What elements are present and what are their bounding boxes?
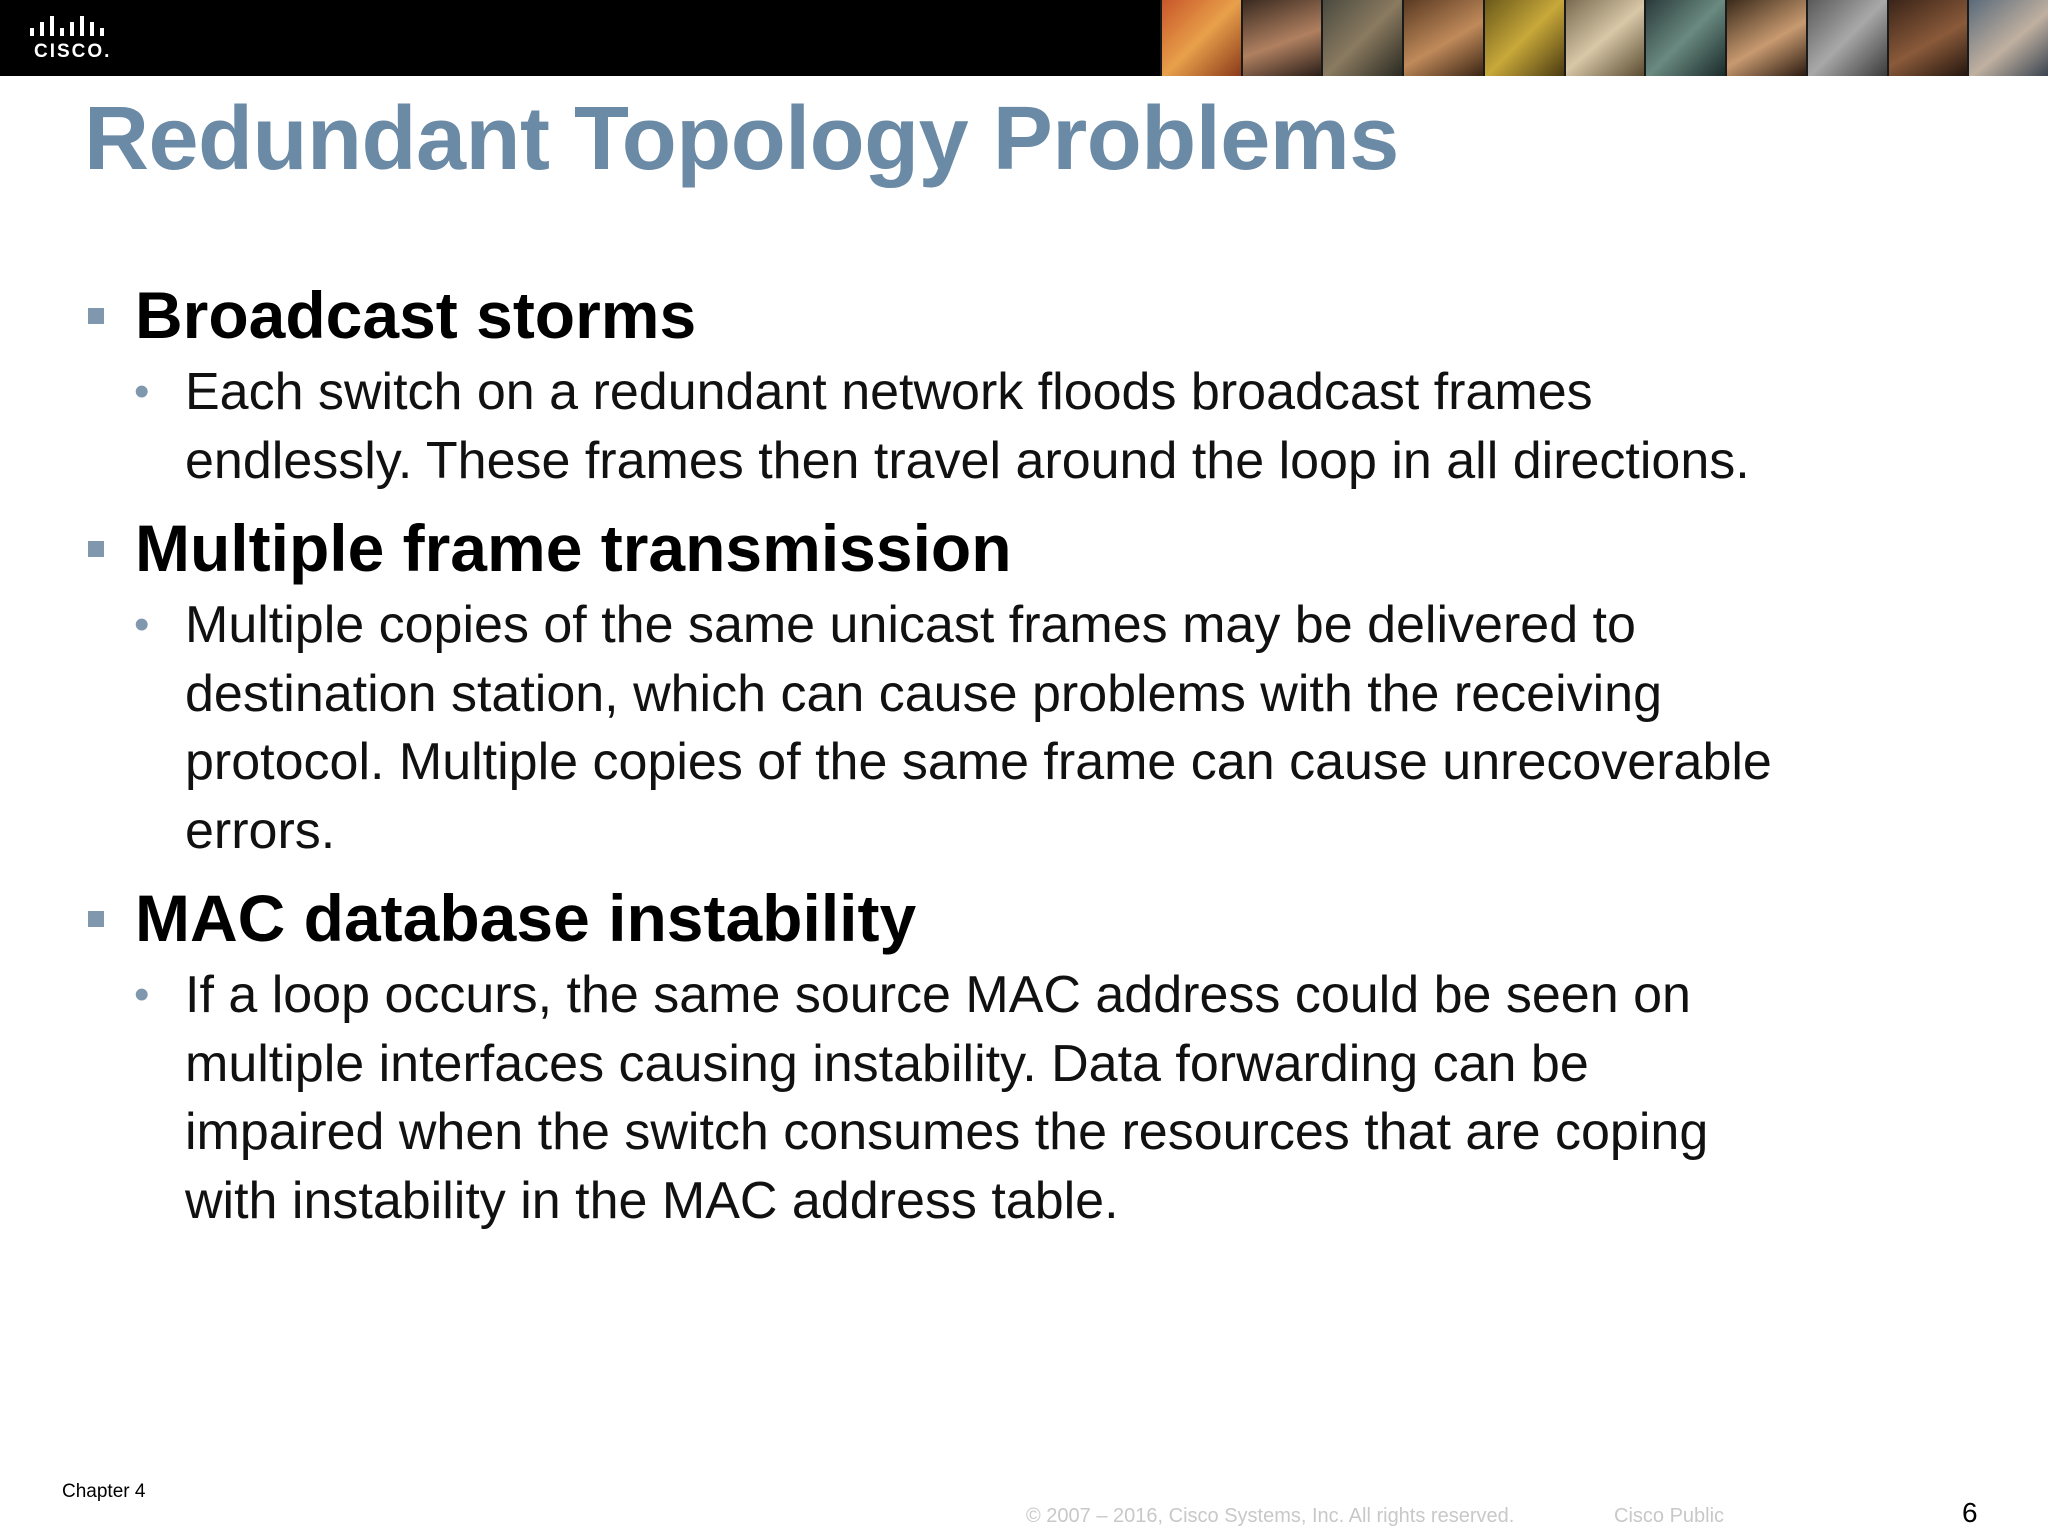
section-heading xyxy=(84,507,1984,589)
body-line: protocol. Multiple copies of the same frame can cause unrecoverable xyxy=(185,733,1772,791)
body-line: Multiple copies of the same unicast frames may be delivered to xyxy=(185,596,1636,654)
square-bullet-icon xyxy=(88,308,104,324)
body-line: endlessly. These frames then travel around the loop in all directions. xyxy=(185,431,1750,490)
header-photo xyxy=(1806,0,1887,76)
copyright-notice: © 2007 – 2016, Cisco Systems, Inc. All rights reserved. xyxy=(1026,1505,1515,1527)
section-heading xyxy=(84,274,1984,356)
page-number: 6 xyxy=(1962,1497,1978,1528)
header-photo-strip xyxy=(1160,0,2048,76)
section-body xyxy=(84,961,2005,1235)
section-broadcast-storms xyxy=(84,274,1984,495)
cisco-logo-icon xyxy=(28,14,118,64)
header-photo xyxy=(1887,0,1968,76)
body-line: destination station, which can cause problems with the receiving xyxy=(185,664,1663,723)
section-body xyxy=(84,358,2005,495)
header-photo xyxy=(1967,0,2048,76)
dot-bullet-icon: • xyxy=(134,970,150,1019)
body-line: impaired when the switch consumes the resources that are coping xyxy=(185,1103,1709,1161)
header-photo xyxy=(1402,0,1483,76)
header-photo xyxy=(1483,0,1564,76)
slide-content xyxy=(84,274,1984,1247)
square-bullet-icon xyxy=(88,911,104,927)
logo-bars-icon xyxy=(28,16,114,38)
header-photo xyxy=(1321,0,1402,76)
dot-bullet-icon: • xyxy=(134,600,150,649)
section-heading-text: Broadcast storms xyxy=(135,278,697,352)
section-heading-text: Multiple frame transmission xyxy=(135,511,1012,585)
logo-text: CISCO. xyxy=(34,41,112,62)
slide-title: Redundant Topology Problems xyxy=(84,89,1399,189)
header-banner xyxy=(0,0,2048,76)
header-photo xyxy=(1160,0,1241,76)
header-photo xyxy=(1241,0,1322,76)
section-heading xyxy=(84,877,1984,959)
section-body xyxy=(84,591,2005,865)
body-line: with instability in the MAC address table. xyxy=(185,1171,1119,1230)
header-photo xyxy=(1725,0,1806,76)
section-multiple-frame-transmission xyxy=(84,507,1984,865)
header-photo xyxy=(1644,0,1725,76)
body-line: Each switch on a redundant network floods broadcast frames xyxy=(185,363,1593,421)
body-line: If a loop occurs, the same source MAC address could be seen on xyxy=(185,966,1691,1024)
section-heading-text: MAC database instability xyxy=(135,881,917,955)
body-line: errors. xyxy=(185,801,336,860)
body-line: multiple interfaces causing instability. Data forwarding can be xyxy=(185,1034,1589,1093)
section-mac-database-instability xyxy=(84,877,1984,1235)
dot-bullet-icon: • xyxy=(134,367,150,416)
square-bullet-icon xyxy=(88,541,104,557)
classification-label: Cisco Public xyxy=(1614,1505,1725,1527)
header-photo xyxy=(1564,0,1645,76)
chapter-label: Chapter 4 xyxy=(62,1481,146,1502)
